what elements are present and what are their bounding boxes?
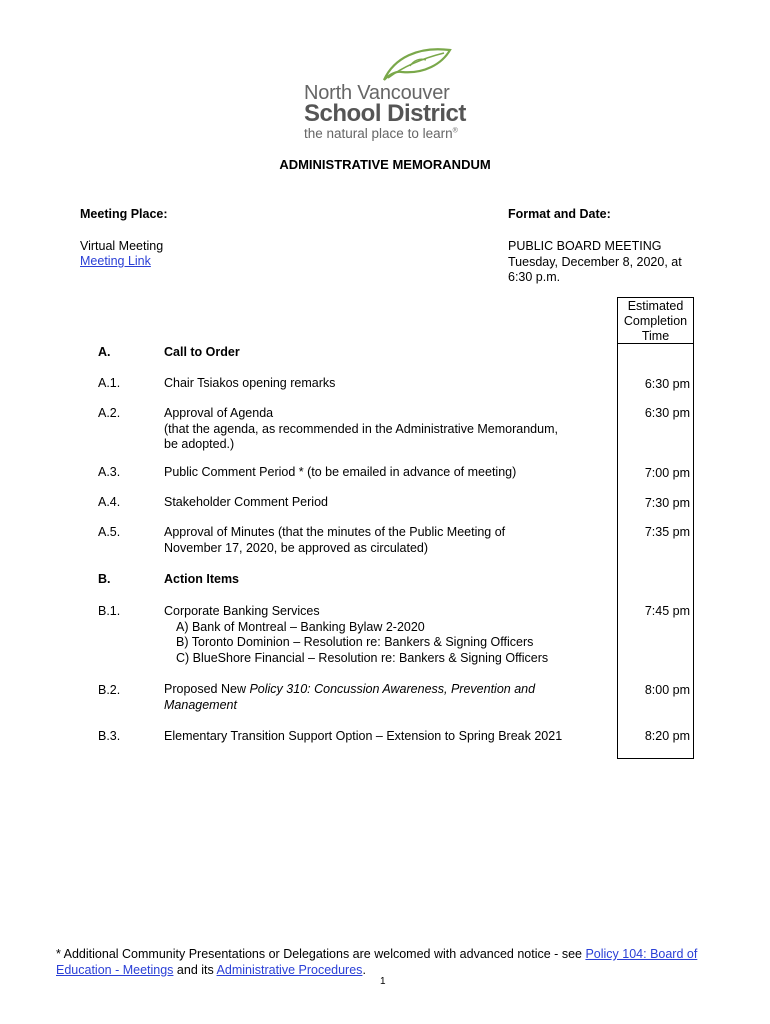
logo-tagline: the natural place to learn® bbox=[304, 126, 458, 141]
footnote: * Additional Community Presentations or Delegations are welcomed with advanced notice - see Policy 104: Board of Education - Meetings and its Administrative Procedures. bbox=[56, 947, 698, 977]
district-logo bbox=[302, 44, 477, 140]
item-code: B.3. bbox=[98, 729, 121, 743]
item-code: A.1. bbox=[98, 376, 121, 390]
section-title: Action Items bbox=[164, 572, 240, 586]
item-time: 8:20 pm bbox=[644, 729, 690, 743]
item-code: A.3. bbox=[98, 465, 121, 479]
logo-text-line2: School District bbox=[304, 100, 466, 127]
item-description: Public Comment Period * (to be emailed in advance of meeting) bbox=[164, 465, 517, 479]
leaf-icon bbox=[380, 44, 458, 84]
item-code: B.2. bbox=[98, 683, 121, 697]
meeting-link[interactable]: Meeting Link bbox=[80, 254, 151, 268]
section-title: Call to Order bbox=[164, 345, 240, 359]
administrative-procedures-link[interactable]: Administrative Procedures bbox=[216, 962, 363, 977]
policy-104-link-continued[interactable]: Education - Meetings bbox=[56, 962, 174, 977]
format-date-label: Format and Date: bbox=[508, 207, 611, 221]
policy-104-link[interactable]: Policy 104: Board of bbox=[585, 947, 698, 961]
item-time: 7:45 pm bbox=[644, 604, 690, 618]
page-number: 1 bbox=[380, 976, 386, 987]
item-description: Proposed New Policy 310: Concussion Awareness, Prevention and Management bbox=[164, 682, 536, 712]
item-time: 6:30 pm bbox=[644, 406, 690, 420]
item-code: A.4. bbox=[98, 495, 121, 509]
item-description: Corporate Banking Services A) Bank of Montreal – Banking Bylaw 2-2020 B) Toronto Dominion – Resolution re: Bankers & Signing Officers C) BlueShore Financial – Resolution re: Bankers & Signing Officers bbox=[164, 604, 549, 665]
meeting-place-value: Virtual Meeting bbox=[80, 239, 164, 253]
item-code: B.1. bbox=[98, 604, 121, 618]
section-code: B. bbox=[98, 572, 111, 586]
section-code: A. bbox=[98, 345, 111, 359]
item-time: 8:00 pm bbox=[644, 683, 690, 697]
page-title: ADMINISTRATIVE MEMORANDUM bbox=[279, 157, 491, 172]
item-description: Approval of Agenda (that the agenda, as recommended in the Administrative Memorandum, be adopted.) bbox=[164, 406, 558, 451]
item-code: A.2. bbox=[98, 406, 121, 420]
meeting-place-label: Meeting Place: bbox=[80, 207, 168, 221]
item-description: Approval of Minutes (that the minutes of the Public Meeting of November 17, 2020, be approved as circulated) bbox=[164, 525, 506, 555]
item-time: 7:30 pm bbox=[644, 496, 690, 510]
item-code: A.5. bbox=[98, 525, 121, 539]
completion-time-header: Estimated Completion Time bbox=[618, 298, 693, 344]
item-description: Stakeholder Comment Period bbox=[164, 495, 328, 509]
format-date-value: PUBLIC BOARD MEETING Tuesday, December 8, 2020, at 6:30 p.m. bbox=[508, 239, 682, 284]
item-description: Chair Tsiakos opening remarks bbox=[164, 376, 336, 390]
logo-text-line1: North Vancouver bbox=[304, 82, 450, 104]
item-description: Elementary Transition Support Option – Extension to Spring Break 2021 bbox=[164, 729, 563, 743]
item-time: 7:35 pm bbox=[644, 525, 690, 539]
item-time: 6:30 pm bbox=[644, 377, 690, 391]
item-time: 7:00 pm bbox=[644, 466, 690, 480]
